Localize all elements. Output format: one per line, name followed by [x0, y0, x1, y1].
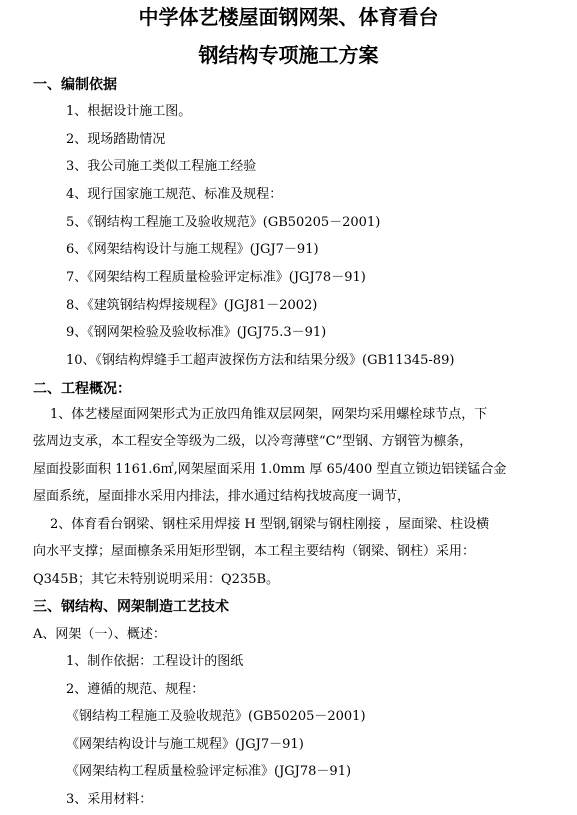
basis-item: 6、《网架结构设计与施工规程》(JGJ7－91)	[66, 242, 319, 257]
basis-item: 10、《钢结构焊缝手工超声波探伤方法和结果分级》(GB11345-89)	[66, 353, 455, 368]
section-2-heading: 二、工程概况：	[33, 381, 131, 397]
basis-item: 9、《钢网架检验及验收标准》(JGJ75.3－91)	[66, 325, 327, 340]
basis-item: 7、《网架结构工程质量检验评定标准》(JGJ78－91)	[66, 270, 366, 285]
overview-line: 屋面投影面积 1161.6㎡,网架屋面采用 1.0mm 厚 65/400 型直立锁边铝镁锰合金	[33, 462, 507, 477]
process-item: 《网架结构设计与施工规程》(JGJ7－91)	[66, 737, 304, 752]
overview-line: 1、体艺楼屋面网架形式为正放四角锥双层网架，网架均采用螺栓球节点，下	[50, 407, 488, 422]
overview-line: 2、体育看台钢梁、钢柱采用焊接 H 型钢,钢梁与钢柱刚接 ，屋面梁、柱设横	[50, 517, 490, 532]
process-item: 1、制作依据：工程设计的图纸	[66, 654, 244, 669]
overview-line: 弦周边支承，本工程安全等级为二级，以冷弯薄壁“C”型钢、方钢管为檩条，	[33, 434, 473, 449]
section-3-heading: 三、钢结构、网架制造工艺技术	[33, 599, 229, 615]
basis-item: 4、现行国家施工规范、标准及规程：	[66, 187, 283, 202]
basis-item: 3、我公司施工类似工程施工经验	[66, 159, 257, 174]
basis-item: 2、现场踏勘情况	[66, 132, 166, 147]
overview-line: Q345B；其它未特别说明采用：Q235B。	[33, 572, 280, 587]
overview-line: 屋面系统，屋面排水采用内排法，排水通过结构找坡高度一调节，	[33, 489, 411, 504]
subsection-a-heading: A、网架（一）、概述：	[33, 627, 166, 642]
basis-item: 1、根据设计施工图。	[66, 104, 192, 119]
basis-item: 8、《建筑钢结构焊接规程》(JGJ81－2002)	[66, 298, 318, 313]
document-title-line-2: 钢结构专项施工方案	[198, 43, 379, 67]
process-item: 《网架结构工程质量检验评定标准》(JGJ78－91)	[66, 764, 352, 779]
overview-line: 向水平支撑；屋面檩条采用矩形型钢，本工程主要结构（钢梁、钢柱）采用：	[33, 544, 476, 559]
process-item: 《钢结构工程施工及验收规范》(GB50205－2001)	[66, 709, 366, 724]
process-item: 2、遵循的规范、规程：	[66, 682, 205, 697]
document-title-line-1: 中学体艺楼屋面钢网架、体育看台	[138, 5, 439, 29]
process-item: 3、采用材料：	[66, 792, 153, 807]
basis-item: 5、《钢结构工程施工及验收规范》(GB50205－2001)	[66, 215, 381, 230]
section-1-heading: 一、编制依据	[33, 77, 117, 93]
